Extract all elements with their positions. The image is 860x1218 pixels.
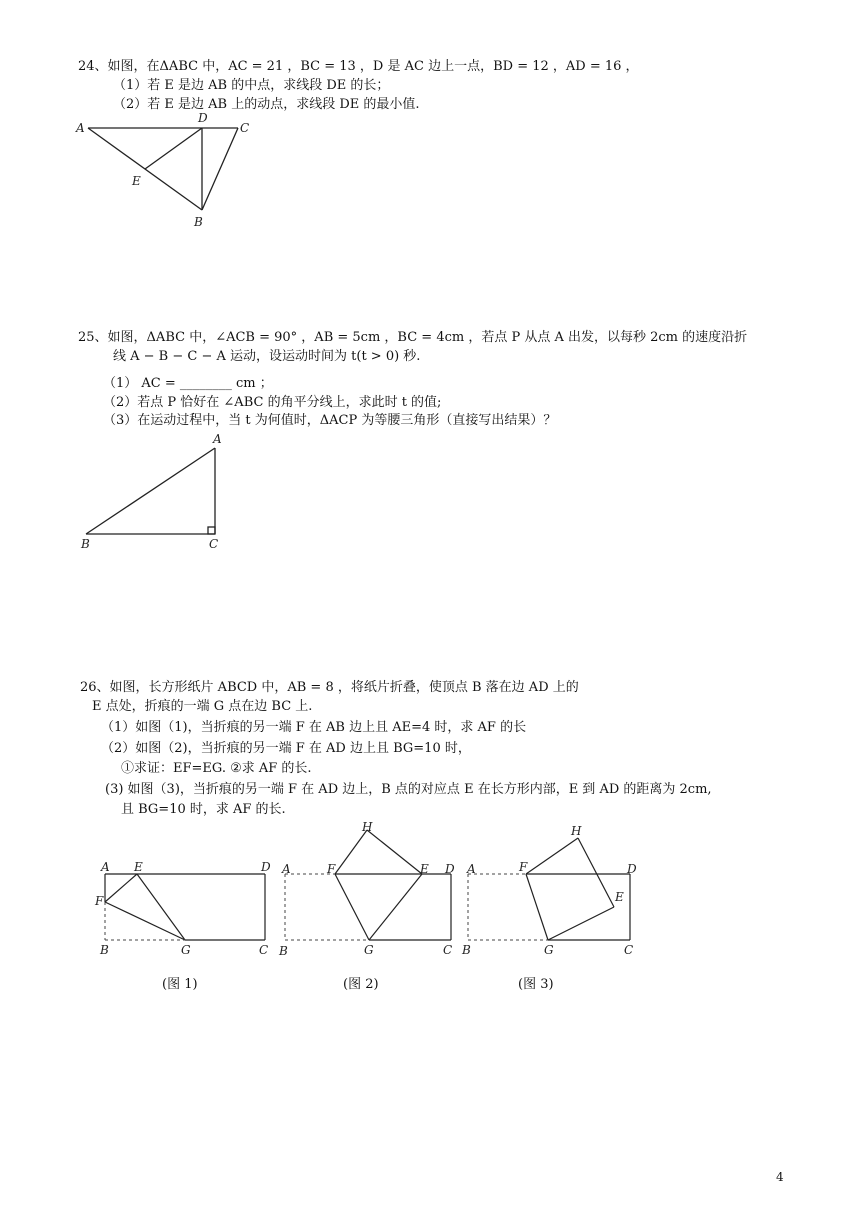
- q24-label-E: E: [132, 174, 141, 188]
- q26-part1: （1）如图（1)，当折痕的另一端 F 在 AB 边上且 AE=4 时，求 AF 的长: [101, 720, 527, 735]
- q26-fig3-label-B: B: [462, 943, 471, 957]
- q26-stem-line1: 26、如图，长方形纸片 ABCD 中，AB = 8 ，将纸片折叠，使顶点 B 落在边 AD 上的: [80, 680, 579, 695]
- q26-fig1-label-C: C: [259, 943, 269, 957]
- q26-fig2-label-C: C: [443, 943, 453, 957]
- q25-label-C: C: [209, 537, 219, 551]
- q26-fig1-label-G: G: [181, 943, 191, 957]
- q26-fig1-label-B: B: [100, 943, 109, 957]
- q26-fig3-label-H: H: [571, 824, 582, 838]
- q26-part2: （2）如图（2)，当折痕的另一端 F 在 AD 边上且 BG=10 时，: [101, 741, 471, 756]
- q26-part3: (3) 如图（3)，当折痕的另一端 F 在 AD 边上，B 点的对应点 E 在长方形内部，E 到 AD 的距离为 2cm,: [105, 782, 712, 797]
- q26-fig3-label-G: G: [544, 943, 554, 957]
- q26-figure-2: [275, 820, 465, 960]
- q26-fig1-label-F: F: [95, 894, 104, 908]
- q26-caption-3: (图 3): [518, 977, 554, 992]
- q26-part2-subitems: ①求证：EF=EG. ②求 AF 的长.: [121, 761, 312, 776]
- q26-fig3-label-C: C: [624, 943, 634, 957]
- q26-fig3-label-F: F: [519, 860, 528, 874]
- q26-fig2-label-H: H: [362, 820, 373, 834]
- q26-fig2-label-A: A: [282, 862, 291, 876]
- q26-fig3-label-A: A: [467, 862, 476, 876]
- q26-fig2-label-B: B: [279, 944, 288, 958]
- q26-fig3-label-D: D: [627, 862, 637, 876]
- q25-part1: （1） AC = ________ cm ；: [103, 376, 273, 391]
- q25-part3: （3）在运动过程中，当 t 为何值时，ΔACP 为等腰三角形（直接写出结果）？: [103, 413, 557, 428]
- q25-stem-line2: 线 A − B − C − A 运动，设运动时间为 t(t > 0) 秒.: [113, 349, 421, 364]
- q25-figure: [78, 432, 238, 552]
- q26-figure-3: [460, 820, 650, 960]
- q26-fig1-label-E: E: [134, 860, 143, 874]
- q25-label-A: A: [213, 432, 222, 446]
- q25-stem-line1: 25、如图，ΔABC 中，∠ACB = 90° ，AB = 5cm ，BC = 4cm ，若点 P 从点 A 出发，以每秒 2cm 的速度沿折: [78, 330, 748, 345]
- q24-stem: 24、如图，在ΔABC 中，AC = 21 ，BC = 13 ，D 是 AC 边上一点，BD = 12 ，AD = 16 ，: [78, 59, 639, 74]
- q24-part1: （1）若 E 是边 AB 的中点，求线段 DE 的长；: [113, 78, 390, 93]
- q26-fig1-label-D: D: [261, 860, 271, 874]
- q26-stem-line2: E 点处，折痕的一端 G 点在边 BC 上.: [92, 699, 313, 714]
- q26-fig3-label-E: E: [615, 890, 624, 904]
- q26-caption-2: (图 2): [343, 977, 379, 992]
- q26-fig2-label-D: D: [445, 862, 455, 876]
- q24-label-B: B: [194, 215, 203, 229]
- q25-label-B: B: [81, 537, 90, 551]
- q26-fig2-label-E: E: [420, 862, 429, 876]
- q24-label-A: A: [76, 121, 85, 135]
- q26-part3-cont: 且 BG=10 时，求 AF 的长.: [121, 802, 286, 817]
- q26-fig1-label-A: A: [101, 860, 110, 874]
- q26-caption-1: (图 1): [162, 977, 198, 992]
- q24-label-D: D: [198, 111, 208, 125]
- q24-label-C: C: [240, 121, 250, 135]
- q26-figure-1: [95, 855, 280, 960]
- q24-part2: （2）若 E 是边 AB 上的动点，求线段 DE 的最小值.: [113, 97, 420, 112]
- q26-fig2-label-G: G: [364, 943, 374, 957]
- q24-figure: [70, 108, 270, 233]
- page-number: 4: [776, 1170, 784, 1184]
- q25-part2: （2）若点 P 恰好在 ∠ABC 的角平分线上，求此时 t 的值;: [103, 395, 442, 410]
- q26-fig2-label-F: F: [327, 862, 336, 876]
